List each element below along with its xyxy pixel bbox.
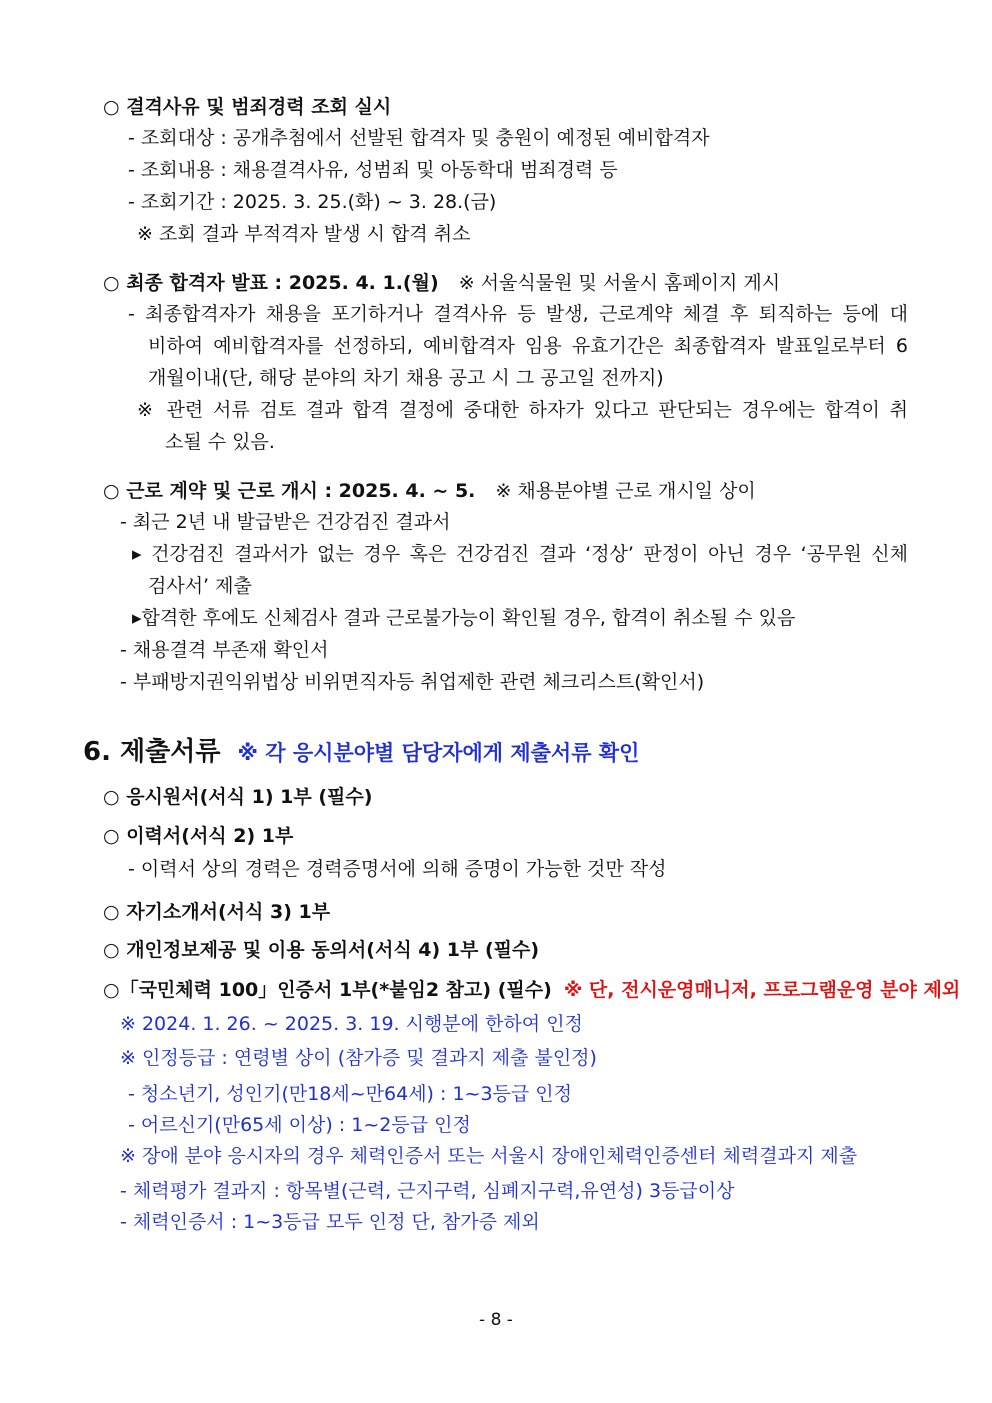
- contract-sub2: ▸합격한 후에도 신체검사 결과 근로불가능이 확인될 경우, 합격이 취소될 수 있음: [132, 607, 796, 629]
- contract-item-health: - 최근 2년 내 발급받은 건강검진 결과서: [120, 511, 451, 533]
- doc-application-form: ○ 응시원서(서식 1) 1부 (필수): [103, 786, 373, 808]
- check-item-period: - 조회기간 : 2025. 3. 25.(화) ~ 3. 28.(금): [128, 191, 497, 213]
- contract-heading: ○ 근로 계약 및 근로 개시 : 2025. 4. ~ 5.: [103, 480, 476, 502]
- contract-heading-note: ※ 채용분야별 근로 개시일 상이: [495, 480, 756, 502]
- doc-privacy-consent: ○ 개인정보제공 및 이용 동의서(서식 4) 1부 (필수): [103, 939, 540, 961]
- final-heading-note: ※ 서울식물원 및 서울시 홈페이지 게시: [458, 272, 781, 294]
- fitness-note-disabled: ※ 장애 분야 응시자의 경우 체력인증서 또는 서울시 장애인체력인증센터 체력결과지 제출: [120, 1145, 858, 1167]
- final-note-line-1: ※ 관련 서류 검토 결과 합격 결정에 중대한 하자가 있다고 판단되는 경우에는 합격이 취: [137, 399, 908, 421]
- check-heading: ○ 결격사유 및 범죄경력 조회 실시: [103, 96, 392, 118]
- check-note: ※ 조회 결과 부적격자 발생 시 합격 취소: [137, 223, 471, 245]
- doc-resume-item: - 이력서 상의 경력은 경력증명서에 의해 증명이 가능한 것만 작성: [128, 858, 667, 880]
- final-item-line-3: 개월이내(단, 해당 분야의 차기 채용 공고 시 그 공고일 전까지): [148, 367, 664, 389]
- check-item-target: - 조회대상 : 공개추첨에서 선발된 합격자 및 충원이 예정된 예비합격자: [128, 127, 710, 149]
- contract-sub1-line-2: 검사서’ 제출: [148, 575, 252, 597]
- doc-resume: ○ 이력서(서식 2) 1부: [103, 825, 294, 847]
- fitness-note-grade: ※ 인정등급 : 연령별 상이 (참가증 및 결과지 제출 불인정): [120, 1047, 597, 1069]
- final-heading: ○ 최종 합격자 발표 : 2025. 4. 1.(월): [103, 272, 439, 294]
- section6-title: 6. 제출서류: [83, 737, 221, 767]
- fitness-item-evaluation: - 체력평가 결과지 : 항목별(근력, 근지구력, 심폐지구력,유연성) 3등급이상: [120, 1180, 735, 1202]
- doc-fitness-cert: ○「국민체력 100」인증서 1부(*붙임2 참고) (필수): [103, 979, 552, 1001]
- fitness-item-certificate: - 체력인증서 : 1~3등급 모두 인정 단, 참가증 제외: [120, 1211, 540, 1233]
- contract-sub1-line-1: ▸ 건강검진 결과서가 없는 경우 혹은 건강검진 결과 ‘정상’ 판정이 아닌 경우 ‘공무원 신체: [132, 543, 908, 565]
- doc-fitness-line: [103, 977, 960, 1003]
- doc-self-intro: ○ 자기소개서(서식 3) 1부: [103, 901, 331, 923]
- page-number: - 8 -: [479, 1310, 513, 1330]
- fitness-item-senior: - 어르신기(만65세 이상) : 1~2등급 인정: [128, 1114, 471, 1136]
- fitness-item-adult: - 청소년기, 성인기(만18세~만64세) : 1~3등급 인정: [128, 1083, 573, 1105]
- check-item-content: - 조회내용 : 채용결격사유, 성범죄 및 아동학대 범죄경력 등: [128, 159, 618, 181]
- fitness-note-period: ※ 2024. 1. 26. ~ 2025. 3. 19. 시행분에 한하여 인정: [120, 1013, 583, 1035]
- contract-item-checklist: - 부패방지권익위법상 비위면직자등 취업제한 관련 체크리스트(확인서): [120, 671, 705, 693]
- final-heading-line: [103, 270, 780, 296]
- doc-fitness-exception: ※ 단, 전시운영매니저, 프로그램운영 분야 제외: [563, 979, 961, 1001]
- contract-item-nondisq: - 채용결격 부존재 확인서: [120, 639, 329, 661]
- final-item-line-2: 비하여 예비합격자를 선정하되, 예비합격자 임용 유효기간은 최종합격자 발표일로부터 6: [148, 335, 908, 357]
- section6-title-note: ※ 각 응시분야별 담당자에게 제출서류 확인: [237, 741, 640, 765]
- contract-heading-line: [103, 478, 756, 504]
- final-note-line-2: 소될 수 있음.: [165, 431, 275, 453]
- final-item-line-1: - 최종합격자가 채용을 포기하거나 결격사유 등 발생, 근로계약 체결 후 퇴직하는 등에 대: [128, 303, 908, 325]
- section6-title-line: [83, 735, 639, 770]
